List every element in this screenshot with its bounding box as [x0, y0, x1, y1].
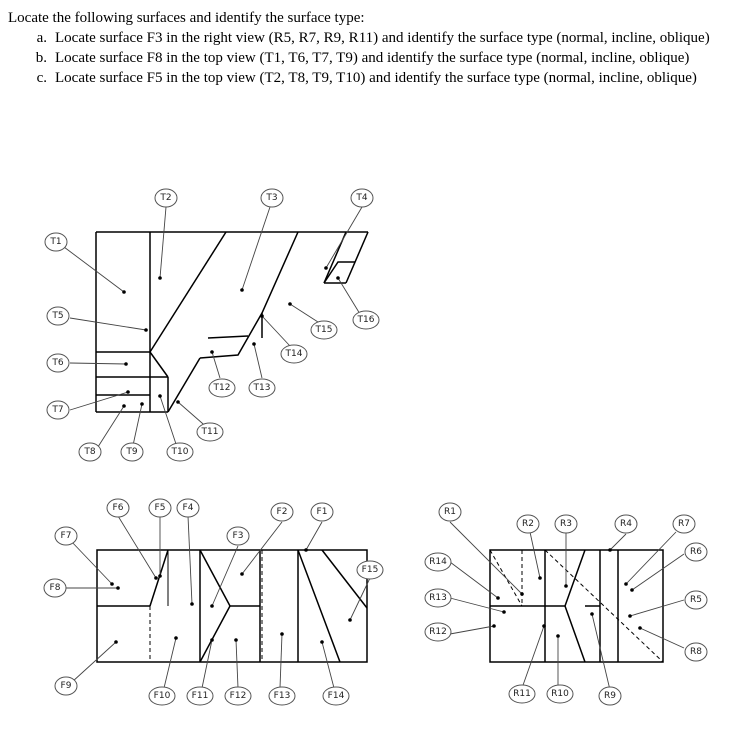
- svg-text:T13: T13: [253, 383, 271, 393]
- label-R11: [509, 685, 535, 703]
- svg-text:T5: T5: [52, 311, 64, 321]
- svg-text:T16: T16: [357, 315, 375, 325]
- svg-text:R5: R5: [690, 595, 702, 605]
- svg-text:F6: F6: [112, 503, 124, 513]
- right-view-lines: [490, 550, 663, 662]
- svg-text:R6: R6: [690, 547, 702, 557]
- svg-text:F11: F11: [191, 691, 209, 701]
- label-R10: [547, 685, 573, 703]
- svg-text:R10: R10: [551, 689, 569, 699]
- label-T5: [47, 307, 69, 325]
- label-T14: [281, 345, 307, 363]
- svg-text:F13: F13: [273, 691, 291, 701]
- svg-text:R4: R4: [620, 519, 632, 529]
- label-F10: [149, 687, 175, 705]
- svg-text:F5: F5: [154, 503, 166, 513]
- label-T8: [79, 443, 101, 461]
- svg-text:R12: R12: [429, 627, 447, 637]
- svg-text:R9: R9: [604, 691, 616, 701]
- svg-text:F12: F12: [229, 691, 247, 701]
- question-marker: a.: [36, 30, 47, 46]
- label-F3: [227, 527, 249, 545]
- label-R13: [425, 589, 451, 607]
- right-edge: [565, 550, 585, 606]
- top-edge: [346, 232, 368, 283]
- front-edge: [200, 550, 230, 606]
- svg-text:R3: R3: [560, 519, 572, 529]
- label-R14: [425, 553, 451, 571]
- label-R12: [425, 623, 451, 641]
- label-T3: [261, 189, 283, 207]
- label-R8: [685, 643, 707, 661]
- label-T15: [311, 321, 337, 339]
- svg-text:F3: F3: [232, 531, 244, 541]
- svg-text:T4: T4: [356, 193, 368, 203]
- top-edge: [150, 232, 226, 352]
- label-F7: [55, 527, 77, 545]
- label-T6: [47, 354, 69, 372]
- svg-text:T1: T1: [50, 237, 62, 247]
- label-T2: [155, 189, 177, 207]
- front-edge: [200, 606, 230, 662]
- top-edge: [208, 336, 248, 338]
- label-F13: [269, 687, 295, 705]
- label-F2: [271, 503, 293, 521]
- label-F11: [187, 687, 213, 705]
- svg-text:F4: F4: [182, 503, 194, 513]
- label-R6: [685, 543, 707, 561]
- svg-text:R2: R2: [522, 519, 534, 529]
- svg-text:R1: R1: [444, 507, 456, 517]
- label-T7: [47, 401, 69, 419]
- svg-text:T2: T2: [160, 193, 172, 203]
- svg-text:T11: T11: [201, 427, 219, 437]
- question-text: Locate surface F3 in the right view (R5, R7, R9, R11) and identify the surface type (normal, incline, oblique): [55, 30, 710, 46]
- top-edge: [150, 352, 168, 377]
- svg-text:T15: T15: [315, 325, 333, 335]
- label-R2: [517, 515, 539, 533]
- right-edge: [565, 606, 585, 662]
- svg-text:F2: F2: [276, 507, 288, 517]
- svg-text:R13: R13: [429, 593, 447, 603]
- label-F14: [323, 687, 349, 705]
- front-edge: [298, 550, 340, 662]
- label-T1: [45, 233, 67, 251]
- svg-text:R11: R11: [513, 689, 531, 699]
- front-view-lines: [97, 550, 367, 662]
- right-view-leaders: [450, 522, 684, 690]
- label-F12: [225, 687, 251, 705]
- question-text: Locate surface F8 in the top view (T1, T6, T7, T9) and identify the surface type (normal, incline, oblique): [55, 50, 690, 66]
- label-F4: [177, 499, 199, 517]
- right-view: [425, 503, 707, 705]
- label-T16: [353, 311, 379, 329]
- label-T9: [121, 443, 143, 461]
- svg-text:F8: F8: [49, 583, 61, 593]
- svg-text:R8: R8: [690, 647, 702, 657]
- label-R3: [555, 515, 577, 533]
- svg-text:T12: T12: [213, 383, 231, 393]
- label-F1: [311, 503, 333, 521]
- svg-text:R7: R7: [678, 519, 690, 529]
- svg-text:T9: T9: [126, 447, 138, 457]
- label-F6: [107, 499, 129, 517]
- svg-text:F15: F15: [361, 565, 379, 575]
- question-marker: b.: [35, 50, 47, 66]
- label-R4: [615, 515, 637, 533]
- top-view-bubbles: [45, 189, 379, 461]
- top-edge: [168, 358, 200, 412]
- question-text: Locate surface F5 in the top view (T2, T8, T9, T10) and identify the surface type (normal, incline, oblique): [55, 70, 697, 86]
- svg-text:F7: F7: [60, 531, 72, 541]
- label-R7: [673, 515, 695, 533]
- svg-text:T7: T7: [52, 405, 64, 415]
- svg-text:F14: F14: [327, 691, 345, 701]
- svg-text:T14: T14: [285, 349, 303, 359]
- svg-text:F1: F1: [316, 507, 328, 517]
- label-F5: [149, 499, 171, 517]
- label-T12: [209, 379, 235, 397]
- label-R1: [439, 503, 461, 521]
- svg-text:F9: F9: [60, 681, 72, 691]
- label-F8: [44, 579, 66, 597]
- intro-text: Locate the following surfaces and identify the surface type:: [8, 10, 365, 26]
- svg-text:T8: T8: [84, 447, 96, 457]
- svg-text:T10: T10: [171, 447, 189, 457]
- svg-text:F10: F10: [153, 691, 171, 701]
- svg-text:T3: T3: [266, 193, 278, 203]
- svg-text:R14: R14: [429, 557, 447, 567]
- label-T11: [197, 423, 223, 441]
- front-view: [44, 499, 383, 705]
- label-T13: [249, 379, 275, 397]
- svg-text:T6: T6: [52, 358, 64, 368]
- label-R5: [685, 591, 707, 609]
- question-marker: c.: [36, 70, 47, 86]
- top-view: [45, 189, 379, 461]
- label-F15: [357, 561, 383, 579]
- label-T10: [167, 443, 193, 461]
- label-F9: [55, 677, 77, 695]
- label-R9: [599, 687, 621, 705]
- front-edge: [150, 550, 168, 606]
- label-T4: [351, 189, 373, 207]
